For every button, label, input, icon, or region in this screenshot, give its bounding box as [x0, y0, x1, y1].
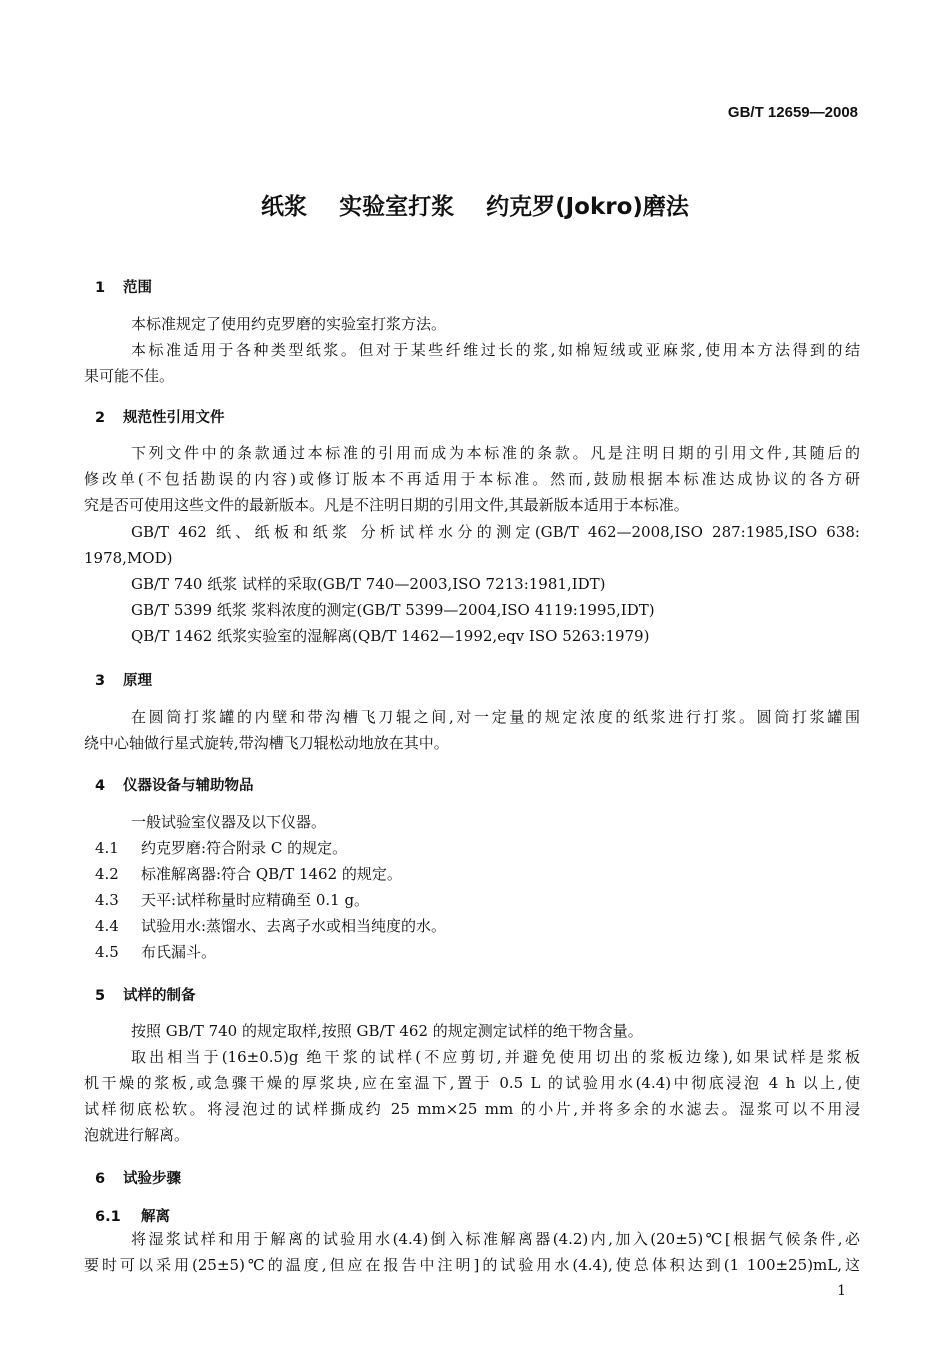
paragraph-line: 机干燥的浆板,或急骤干燥的厚浆块,应在室温下,置于 0.5 L 的试验用水(4.4)中彻底浸泡 4 h 以上,使 — [84, 1074, 860, 1092]
section-number: 6.1 — [95, 1209, 121, 1225]
item-text: 约克罗磨:符合附录 C 的规定。 — [141, 839, 348, 857]
section-number: 6 — [95, 1171, 106, 1187]
reference-line: GB/T 462 纸、纸板和纸浆 分析试样水分的测定(GB/T 462—2008,ISO 287:1985,ISO 638: — [131, 523, 860, 541]
section-title: 规范性引用文件 — [123, 410, 225, 426]
item-text: 试验用水:蒸馏水、去离子水或相当纯度的水。 — [141, 917, 447, 935]
item-number: 4.3 — [95, 891, 119, 909]
paragraph-line: 本标准适用于各种类型纸浆。但对于某些纤维过长的浆,如棉短绒或亚麻浆,使用本方法得到的结 — [131, 341, 860, 359]
paragraph-line: 按照 GB/T 740 的规定取样,按照 GB/T 462 的规定测定试样的绝干物含量。 — [131, 1022, 643, 1040]
section-title: 范围 — [123, 280, 152, 296]
section-title: 试验步骤 — [123, 1171, 181, 1187]
paragraph-line: 下列文件中的条款通过本标准的引用而成为本标准的条款。凡是注明日期的引用文件,其随后的 — [131, 444, 860, 462]
item-text: 标准解离器:符合 QB/T 1462 的规定。 — [141, 865, 402, 883]
list-item — [95, 838, 347, 858]
section-number: 1 — [95, 280, 106, 296]
section-1-heading — [95, 276, 152, 297]
paragraph-line: 将湿浆试样和用于解离的试验用水(4.4)倒入标准解离器(4.2)内,加入(20±5)℃[根据气候条件,必 — [131, 1230, 860, 1248]
reference-line: QB/T 1462 纸浆实验室的湿解离(QB/T 1462—1992,eqv ISO 5263:1979) — [131, 627, 650, 645]
subsection-6-1-heading — [95, 1205, 170, 1226]
reference-line: GB/T 740 纸浆 试样的采取(GB/T 740—2003,ISO 7213:1981,IDT) — [131, 575, 606, 593]
standard-code: GB/T 12659—2008 — [727, 104, 858, 121]
list-item — [95, 942, 216, 962]
section-number: 2 — [95, 410, 106, 426]
section-2-heading — [95, 406, 225, 427]
document-title: 纸浆 实验室打浆 约克罗(Jokro)磨法 — [261, 194, 689, 220]
reference-line: GB/T 5399 纸浆 浆料浓度的测定(GB/T 5399—2004,ISO 4119:1995,IDT) — [131, 601, 655, 619]
list-item — [95, 916, 446, 936]
list-item — [95, 890, 369, 910]
section-4-heading — [95, 774, 254, 795]
section-number: 5 — [95, 988, 106, 1004]
paragraph-line: 修改单(不包括勘误的内容)或修订版本不再适用于本标准。然而,鼓励根据本标准达成协议的各方研 — [84, 470, 860, 488]
paragraph-line: 本标准规定了使用约克罗磨的实验室打浆方法。 — [131, 315, 447, 333]
paragraph-line: 究是否可使用这些文件的最新版本。凡是不注明日期的引用文件,其最新版本适用于本标准。 — [84, 496, 689, 514]
section-3-heading — [95, 669, 152, 690]
section-title: 试样的制备 — [123, 988, 196, 1004]
section-6-heading — [95, 1167, 181, 1188]
paragraph-line: 取出相当于(16±0.5)g 绝干浆的试样(不应剪切,并避免使用切出的浆板边缘),如果试样是浆板 — [131, 1048, 860, 1066]
section-5-heading — [95, 984, 196, 1005]
section-number: 4 — [95, 778, 106, 794]
item-text: 布氏漏斗。 — [141, 943, 217, 961]
section-title: 原理 — [123, 673, 152, 689]
paragraph-line: 试样彻底松软。将浸泡过的试样撕成约 25 mm×25 mm 的小片,并将多余的水滤去。湿浆可以不用浸 — [84, 1100, 860, 1118]
item-text: 天平:试样称量时应精确至 0.1 g。 — [141, 891, 370, 909]
paragraph-line: 要时可以采用(25±5)℃的温度,但应在报告中注明]的试验用水(4.4),使总体积达到(1 100±25)mL,这 — [84, 1256, 860, 1274]
paragraph-line: 在圆筒打浆罐的内壁和带沟槽飞刀辊之间,对一定量的规定浓度的纸浆进行打浆。圆筒打浆罐围 — [131, 708, 860, 726]
section-title: 仪器设备与辅助物品 — [123, 778, 254, 794]
item-number: 4.5 — [95, 943, 119, 961]
section-number: 3 — [95, 673, 106, 689]
paragraph-line: 果可能不佳。 — [84, 367, 175, 385]
list-item — [95, 864, 402, 884]
paragraph-line: 绕中心轴做行星式旋转,带沟槽飞刀辊松动地放在其中。 — [84, 734, 449, 752]
paragraph-line: 一般试验室仪器及以下仪器。 — [131, 813, 327, 831]
item-number: 4.2 — [95, 865, 119, 883]
item-number: 4.4 — [95, 917, 119, 935]
page-number: 1 — [837, 1283, 846, 1299]
paragraph-line: 泡就进行解离。 — [84, 1126, 190, 1144]
section-title: 解离 — [141, 1209, 170, 1225]
reference-line: 1978,MOD) — [84, 549, 173, 567]
item-number: 4.1 — [95, 839, 119, 857]
